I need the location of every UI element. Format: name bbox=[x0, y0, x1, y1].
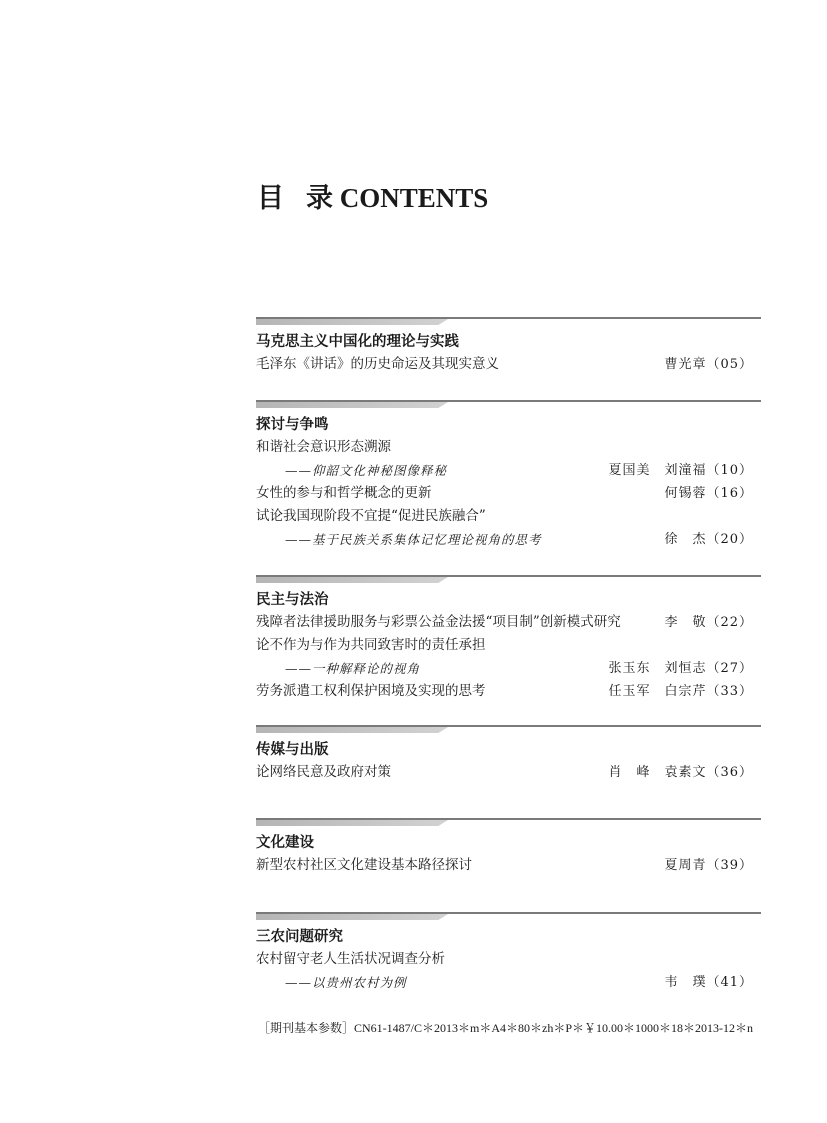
entry-author-page: 李 敬（22） bbox=[664, 615, 753, 630]
section-title: 探讨与争鸣 bbox=[256, 417, 329, 433]
entry-author-page: 张玉东 刘恒志（27） bbox=[608, 661, 753, 676]
entry-title: 和谐社会意识形态溯源 bbox=[256, 439, 391, 455]
title-en: CONTENTS bbox=[339, 183, 489, 213]
toc-entry-subtitle[interactable] bbox=[256, 528, 761, 551]
section-title: 传媒与出版 bbox=[256, 742, 329, 758]
entry-author-page: 肖 峰 袁素文（36） bbox=[608, 765, 753, 780]
section-title: 文化建设 bbox=[256, 835, 314, 851]
toc-entry[interactable] bbox=[256, 761, 761, 784]
toc-section bbox=[256, 912, 761, 994]
toc-entry-subtitle[interactable] bbox=[256, 657, 761, 680]
toc-section bbox=[256, 818, 761, 877]
entry-title: 残障者法律援助服务与彩票公益金法援“项目制”创新模式研究 bbox=[256, 614, 621, 630]
entry-author-page: 韦 璞（41） bbox=[664, 975, 753, 990]
title-cn-1: 目 bbox=[257, 183, 284, 213]
entry-title: 女性的参与和哲学概念的更新 bbox=[256, 485, 432, 501]
toc-entry[interactable] bbox=[256, 948, 761, 971]
toc-section bbox=[256, 317, 761, 376]
toc-entry[interactable] bbox=[256, 634, 761, 657]
entry-title: 劳务派遣工权利保护困境及实现的思考 bbox=[256, 683, 486, 699]
entry-author-page: 任玉军 白宗芹（33） bbox=[608, 684, 753, 699]
section-divider bbox=[256, 725, 761, 735]
entry-title: ——仰韶文化神秘图像释秘 bbox=[285, 463, 448, 478]
toc-entry[interactable] bbox=[256, 854, 761, 877]
section-title: 民主与法治 bbox=[256, 592, 329, 608]
entry-title: 农村留守老人生活状况调查分析 bbox=[256, 951, 445, 967]
entry-author-page: 曹光章（05） bbox=[664, 357, 753, 372]
toc-entry[interactable] bbox=[256, 611, 761, 634]
section-divider bbox=[256, 575, 761, 585]
section-divider bbox=[256, 400, 761, 410]
journal-parameters: ［期刊基本参数］CN61-1487/C＊2013＊m＊A4＊80＊zh＊P＊￥10.00＊1000＊18＊2013-12＊n bbox=[258, 1021, 754, 1035]
toc-entry[interactable] bbox=[256, 482, 761, 505]
section-divider bbox=[256, 912, 761, 922]
entry-title: 毛泽东《讲话》的历史命运及其现实意义 bbox=[256, 356, 499, 372]
toc-entry[interactable] bbox=[256, 353, 761, 376]
entry-author-page: 何锡蓉（16） bbox=[664, 486, 753, 501]
entry-title: ——以贵州农村为例 bbox=[285, 975, 407, 990]
toc-section bbox=[256, 725, 761, 784]
entry-title: 试论我国现阶段不宜提“促进民族融合” bbox=[256, 508, 486, 524]
toc-entry-subtitle[interactable] bbox=[256, 459, 761, 482]
toc-entry-subtitle[interactable] bbox=[256, 971, 761, 994]
section-divider bbox=[256, 818, 761, 828]
entry-title: 论网络民意及政府对策 bbox=[256, 764, 391, 780]
toc-entry[interactable] bbox=[256, 436, 761, 459]
section-title: 三农问题研究 bbox=[256, 929, 343, 945]
entry-author-page: 徐 杰（20） bbox=[664, 532, 753, 547]
toc-section bbox=[256, 575, 761, 703]
entry-title: 论不作为与作为共同致害时的责任承担 bbox=[256, 637, 486, 653]
page-title bbox=[257, 176, 488, 215]
toc-section bbox=[256, 400, 761, 551]
toc-entry[interactable] bbox=[256, 505, 761, 528]
toc-entry[interactable] bbox=[256, 680, 761, 703]
title-cn-2: 录 bbox=[306, 183, 333, 213]
entry-title: 新型农村社区文化建设基本路径探讨 bbox=[256, 857, 472, 873]
section-title: 马克思主义中国化的理论与实践 bbox=[256, 334, 459, 350]
section-divider bbox=[256, 317, 761, 327]
entry-author-page: 夏国美 刘潼福（10） bbox=[608, 463, 753, 478]
entry-title: ——基于民族关系集体记忆理论视角的思考 bbox=[285, 532, 542, 547]
entry-title: ——一种解释论的视角 bbox=[285, 661, 421, 676]
entry-author-page: 夏周青（39） bbox=[664, 858, 753, 873]
